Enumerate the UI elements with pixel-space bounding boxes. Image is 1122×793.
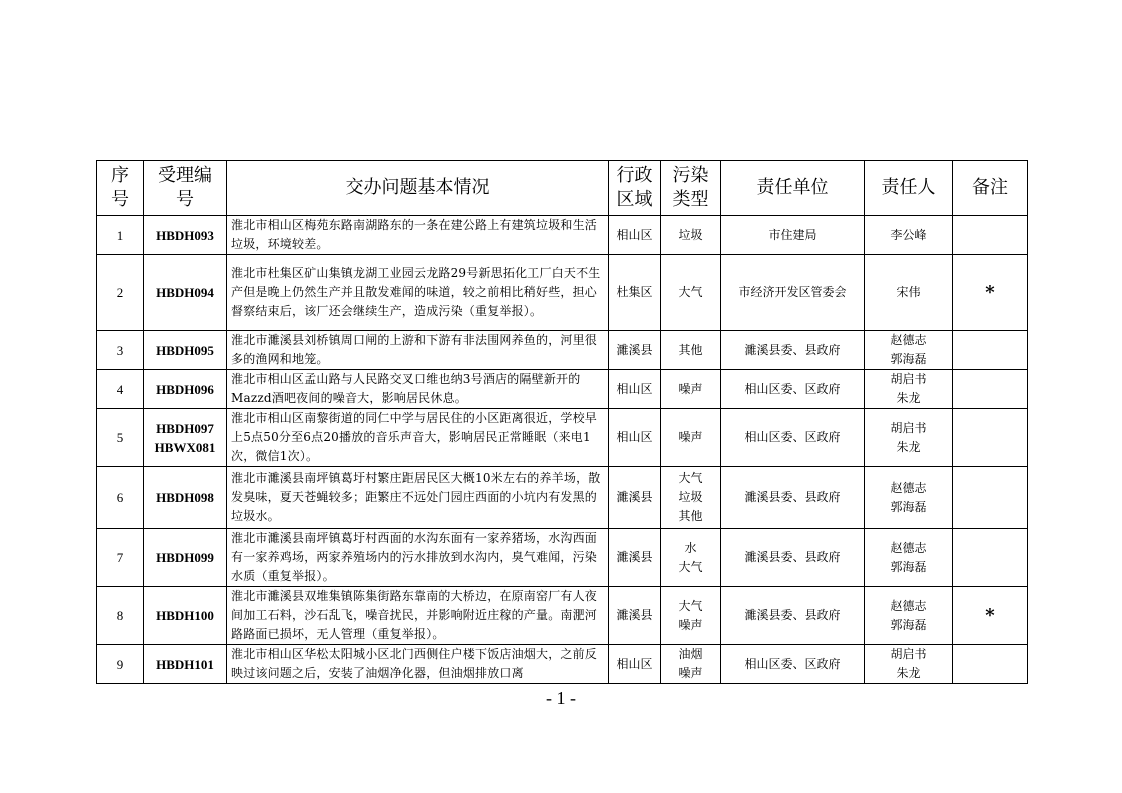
case-code-cell: [144, 529, 227, 587]
case-code: HBDH097: [156, 420, 214, 436]
issue-description: 淮北市杜集区矿山集镇龙湖工业园云龙路29号新思拓化工厂白天不生产但是晚上仍然生产并且散发难闻的味道，较之前相比稍好些，担心督察结束后，该厂还会继续生产，造成污染（重复举报）。: [227, 255, 609, 331]
pollution-type: 噪声: [678, 666, 703, 680]
row-index: 3: [97, 331, 144, 370]
header-code: 受理编 号: [144, 161, 227, 216]
admin-region: 相山区: [609, 645, 661, 684]
pollution-type-cell: [661, 216, 721, 255]
pollution-type: 大气: [678, 471, 703, 485]
row-index: 1: [97, 216, 144, 255]
row-index: 8: [97, 587, 144, 645]
responsible-person: 赵德志: [890, 598, 927, 613]
table-row: [97, 587, 1028, 645]
row-index: 7: [97, 529, 144, 587]
header-person: 责任人: [865, 161, 953, 216]
pollution-type-cell: [661, 587, 721, 645]
case-code: HBDH098: [156, 490, 214, 505]
table-row: [97, 467, 1028, 529]
header-note: 备注: [953, 161, 1028, 216]
responsible-person: 赵德志: [890, 540, 927, 555]
admin-region: 杜集区: [609, 255, 661, 331]
responsible-person-cell: [865, 216, 953, 255]
table-row: [97, 331, 1028, 370]
pollution-type-cell: [661, 529, 721, 587]
page-number: - 1 -: [546, 688, 576, 708]
pollution-type: 垃圾: [678, 227, 703, 242]
responsible-unit: 市经济开发区管委会: [721, 255, 865, 331]
responsible-unit: 相山区委、区政府: [721, 370, 865, 409]
case-code-cell: [144, 587, 227, 645]
pollution-type: 噪声: [678, 617, 703, 632]
header-region: 行政 区域: [609, 161, 661, 216]
responsible-person-cell: [865, 645, 953, 684]
case-code-cell: [144, 645, 227, 684]
responsible-person: 赵德志: [890, 480, 927, 495]
responsible-person: 宋伟: [896, 285, 921, 299]
issue-description: 淮北市相山区南黎街道的同仁中学与居民住的小区距离很近，学校早上5点50分至6点20播放的音乐声音大，影响居民正常睡眠（来电1次，微信1次）。: [227, 409, 609, 467]
table-row: [97, 216, 1028, 255]
responsible-person: 胡启书: [890, 420, 927, 435]
responsible-person-cell: [865, 331, 953, 370]
complaint-table: [96, 160, 1028, 684]
case-code: HBDH095: [156, 342, 214, 358]
pollution-type-cell: [661, 645, 721, 684]
pollution-type: 其他: [678, 342, 703, 357]
responsible-unit: 相山区委、区政府: [721, 409, 865, 467]
responsible-person-cell: [865, 409, 953, 467]
header-pollution: 污染 类型: [661, 161, 721, 216]
note-mark: [953, 370, 1028, 409]
row-index: 5: [97, 409, 144, 467]
responsible-person: 郭海磊: [890, 559, 927, 574]
admin-region: 濉溪县: [609, 529, 661, 587]
pollution-type: 水: [684, 540, 697, 555]
responsible-person-cell: [865, 529, 953, 587]
responsible-unit: 相山区委、区政府: [721, 645, 865, 684]
table-row: [97, 529, 1028, 587]
case-code-cell: [144, 370, 227, 409]
case-code-cell: [144, 467, 227, 529]
case-code: HBDH094: [156, 285, 214, 300]
responsible-person: 朱龙: [896, 391, 921, 405]
responsible-person: 郭海磊: [890, 617, 927, 632]
responsible-person-cell: [865, 370, 953, 409]
responsible-person-cell: [865, 255, 953, 331]
note-mark: [953, 529, 1028, 587]
pollution-type-cell: [661, 409, 721, 467]
admin-region: 相山区: [609, 409, 661, 467]
admin-region: 濉溪县: [609, 331, 661, 370]
table-row: [97, 255, 1028, 331]
note-mark: [953, 467, 1028, 529]
pollution-type-cell: [661, 255, 721, 331]
case-code-cell: [144, 255, 227, 331]
issue-description: 淮北市相山区华松太阳城小区北门西侧住户楼下饭店油烟大，之前反映过该问题之后，安装了油烟净化器，但油烟排放口离: [227, 645, 609, 684]
note-mark: *: [953, 587, 1028, 645]
note-mark: *: [953, 255, 1028, 331]
responsible-person: 郭海磊: [890, 352, 927, 366]
header-index: 序 号: [97, 161, 144, 216]
responsible-person: 朱龙: [896, 666, 921, 680]
table-row: [97, 645, 1028, 684]
responsible-person: 郭海磊: [890, 499, 927, 514]
note-mark: [953, 331, 1028, 370]
header-unit: 责任单位: [721, 161, 865, 216]
responsible-unit: 濉溪县委、县政府: [721, 529, 865, 587]
issue-description: 淮北市濉溪县南坪镇葛圩村西面的水沟东面有一家养猪场，水沟西面有一家养鸡场，两家养殖场内的污水排放到水沟内，臭气难闻，污染水质（重复举报）。: [227, 529, 609, 587]
note-mark: [953, 216, 1028, 255]
pollution-type: 大气: [678, 598, 703, 613]
issue-description: 淮北市濉溪县双堆集镇陈集街路东靠南的大桥边，在原南窑厂有人夜间加工石料，沙石乱飞，噪音扰民，并影响附近庄稼的产量。南淝河路路面已损坏，无人管理（重复举报）。: [227, 587, 609, 645]
case-code-cell: [144, 216, 227, 255]
pollution-type: 垃圾: [678, 490, 703, 504]
row-index: 4: [97, 370, 144, 409]
pollution-type: 噪声: [678, 381, 703, 396]
pollution-type: 大气: [678, 559, 703, 574]
row-index: 6: [97, 467, 144, 529]
responsible-person: 李公峰: [890, 227, 927, 242]
responsible-unit: 濉溪县委、县政府: [721, 587, 865, 645]
note-mark: [953, 409, 1028, 467]
issue-description: 淮北市濉溪县南坪镇葛圩村繁庄距居民区大概10米左右的养羊场，散发臭味，夏天苍蝇较多；距繁庄不远处门园庄西面的小坑内有发黑的垃圾水。: [227, 467, 609, 529]
admin-region: 濉溪县: [609, 467, 661, 529]
row-index: 2: [97, 255, 144, 331]
responsible-person-cell: [865, 467, 953, 529]
responsible-person: 赵德志: [890, 333, 927, 347]
note-mark: [953, 645, 1028, 684]
issue-description: 淮北市濉溪县刘桥镇周口闸的上游和下游有非法围网养鱼的，河里很多的渔网和地笼。: [227, 331, 609, 370]
admin-region: 相山区: [609, 216, 661, 255]
case-code: HBDH099: [156, 550, 214, 565]
issue-description: 淮北市相山区孟山路与人民路交叉口维也纳3号酒店的隔壁新开的Mazzd酒吧夜间的噪音大，影响居民休息。: [227, 370, 609, 409]
case-code: HBDH096: [156, 381, 214, 397]
responsible-unit: 市住建局: [721, 216, 865, 255]
responsible-person: 胡启书: [890, 647, 927, 661]
header-row: [97, 161, 1028, 216]
case-code: HBWX081: [154, 439, 216, 455]
pollution-type-cell: [661, 370, 721, 409]
responsible-unit: 濉溪县委、县政府: [721, 467, 865, 529]
issue-description: 淮北市相山区梅苑东路南湖路东的一条在建公路上有建筑垃圾和生活垃圾，环境较差。: [227, 216, 609, 255]
header-description: 交办问题基本情况: [227, 161, 609, 216]
table-row: [97, 370, 1028, 409]
pollution-type: 其他: [678, 509, 703, 523]
pollution-type: 大气: [678, 285, 703, 299]
responsible-person-cell: [865, 587, 953, 645]
case-code-cell: [144, 409, 227, 467]
pollution-type-cell: [661, 467, 721, 529]
case-code-cell: [144, 331, 227, 370]
responsible-person: 朱龙: [896, 439, 921, 454]
complaint-table-container: [96, 160, 1027, 684]
row-index: 9: [97, 645, 144, 684]
admin-region: 濉溪县: [609, 587, 661, 645]
pollution-type-cell: [661, 331, 721, 370]
pollution-type: 油烟: [678, 647, 703, 661]
case-code: HBDH100: [156, 608, 214, 623]
case-code: HBDH101: [156, 656, 214, 672]
responsible-unit: 濉溪县委、县政府: [721, 331, 865, 370]
responsible-person: 胡启书: [890, 372, 927, 386]
case-code: HBDH093: [156, 227, 214, 243]
admin-region: 相山区: [609, 370, 661, 409]
pollution-type: 噪声: [678, 430, 703, 444]
table-row: [97, 409, 1028, 467]
